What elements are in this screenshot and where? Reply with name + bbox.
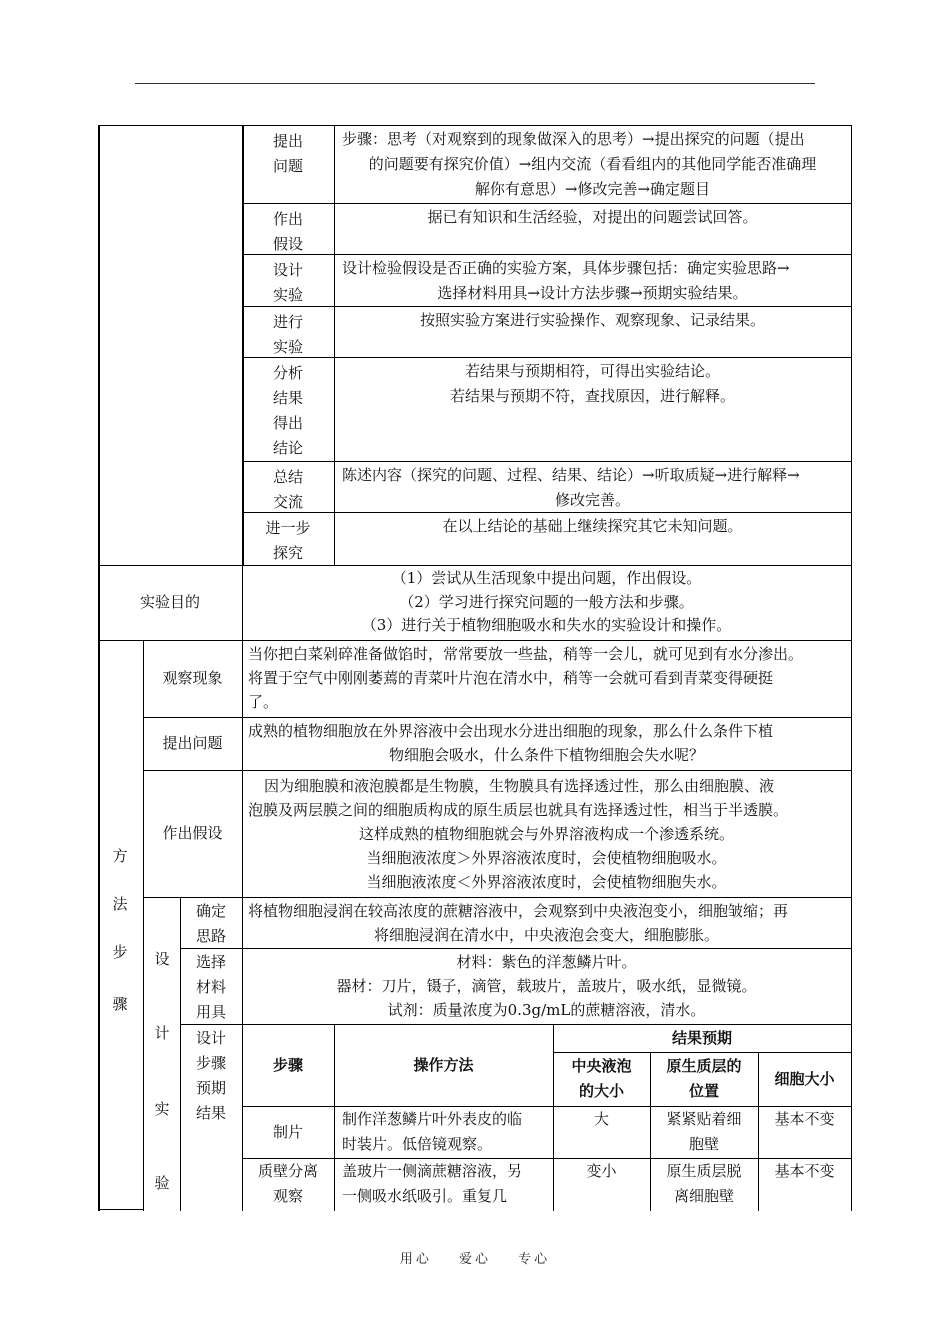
step-label-line: 分析 <box>272 364 303 382</box>
head-vacuole-line: 的大小 <box>578 1082 624 1100</box>
method-label-char: 步 <box>112 943 128 961</box>
head-layer-line: 位置 <box>688 1082 719 1100</box>
table-rule <box>242 1158 852 1159</box>
idea-content-line: 将植物细胞浸润在较高浓度的蔗糖溶液中，会观察到中央液泡变小，细胞皱缩；再 <box>248 902 789 920</box>
step-content <box>342 308 843 333</box>
proc-layer-line: 原生质层脱 <box>666 1162 742 1180</box>
observe-content <box>248 642 845 714</box>
proc-step <box>246 1120 330 1145</box>
materials-content-line: 器材：刀片，镊子，滴管，载玻片，盖玻片，吸水纸，显微镜。 <box>336 977 757 995</box>
purpose-bottom-rule <box>98 640 852 641</box>
proc-layer-line: 胞壁 <box>688 1135 719 1153</box>
step-label-line: 进一步 <box>265 519 311 537</box>
proc-size <box>762 1107 847 1132</box>
procedure-label-line: 设计 <box>195 1029 226 1047</box>
proc-method <box>342 1159 545 1209</box>
hypothesis-content <box>248 774 845 894</box>
step-label-line: 作出 <box>272 210 303 228</box>
design-label-char: 计 <box>154 1024 170 1042</box>
step-content-line: 选择材料用具→设计方法步骤→预期实验结果。 <box>437 284 748 302</box>
step-content <box>342 359 843 409</box>
idea-content-line: 将细胞浸润在清水中，中央液泡会变大，细胞膨胀。 <box>373 926 719 944</box>
observe-label-line: 观察现象 <box>162 669 223 687</box>
step-content-line: 若结果与预期不符，查找原因，进行解释。 <box>449 387 735 405</box>
purpose-content-line: （1）尝试从生活现象中提出问题，作出假设。 <box>391 569 702 587</box>
materials-content-line: 材料：紫色的洋葱鳞片叶。 <box>456 953 637 971</box>
proc-layer-line: 紧紧贴着细 <box>666 1110 742 1128</box>
proc-size-line: 基本不变 <box>774 1110 835 1128</box>
proc-layer <box>654 1159 754 1209</box>
step-content-line: 解你有意思）→修改完善→确定题目 <box>474 180 711 198</box>
table-rule <box>180 948 852 949</box>
proc-layer-line: 离细胞壁 <box>673 1187 734 1205</box>
table-rule <box>242 565 243 641</box>
hypothesis-content-line: 当细胞液浓度＜外界溶液浓度时，会使植物细胞失水。 <box>366 873 727 891</box>
table-rule <box>242 640 243 1211</box>
step-content-line: 据已有知识和生活经验，对提出的问题尝试回答。 <box>427 208 758 226</box>
table-right-border <box>851 125 852 1211</box>
table-rule <box>758 1052 759 1211</box>
hypothesis-content-line: 这样成熟的植物细胞就会与外界溶液构成一个渗透系统。 <box>358 825 734 843</box>
step-label-line: 提出 <box>272 132 303 150</box>
step-content <box>342 127 843 202</box>
head-method-line: 操作方法 <box>413 1055 474 1074</box>
hypothesis-label <box>147 821 238 846</box>
table-rule <box>334 125 335 566</box>
step-label <box>246 258 330 308</box>
table-rule <box>98 125 244 126</box>
table-rule <box>242 1106 852 1107</box>
hypothesis-content-line: 当细胞液浓度＞外界溶液浓度时，会使植物细胞吸水。 <box>366 849 727 867</box>
step-content-line: 步骤：思考（对观察到的现象做深入的思考）→提出探究的问题（提出 <box>342 130 805 148</box>
proc-size-line: 基本不变 <box>774 1162 835 1180</box>
question-label-line: 提出问题 <box>162 734 223 752</box>
step-label-border <box>242 125 244 566</box>
proc-method <box>342 1107 545 1157</box>
idea-label-line: 思路 <box>195 927 226 945</box>
step-label-line: 进行 <box>272 313 303 331</box>
step-content <box>342 256 843 306</box>
table-rule <box>553 1052 852 1053</box>
step-label-line: 问题 <box>272 157 303 175</box>
proc-step-line: 制片 <box>272 1123 303 1141</box>
step-label <box>246 465 330 515</box>
step-label <box>246 129 330 179</box>
design-label-char: 设 <box>154 950 170 968</box>
footer-word-3: 专心 <box>518 1252 551 1267</box>
step-label <box>246 207 330 257</box>
step-label <box>246 516 330 566</box>
purpose-content-line: （2）学习进行探究问题的一般方法和步骤。 <box>399 592 694 611</box>
step-content-line: 陈述内容（探究的问题、过程、结果、结论）→听取质疑→进行解释→ <box>342 466 800 484</box>
purpose-top-rule <box>98 565 852 566</box>
proc-step-line: 质壁分离 <box>257 1162 318 1180</box>
procedure-label <box>184 1026 238 1126</box>
step-content <box>342 463 843 513</box>
idea-label-line: 确定 <box>195 902 226 920</box>
purpose-content-line: （3）进行关于植物细胞吸水和失水的实验设计和操作。 <box>361 616 732 634</box>
question-label <box>147 731 238 756</box>
step-content-line: 设计检验假设是否正确的实验方案，具体步骤包括：确定实验思路→ <box>342 259 790 277</box>
step-content-line: 按照实验方案进行实验操作、观察现象、记录结果。 <box>419 311 765 329</box>
proc-vacuole <box>557 1159 646 1184</box>
proc-method-line: 时装片。低倍镜观察。 <box>342 1135 493 1153</box>
step-content-line: 若结果与预期相符，可得出实验结论。 <box>464 362 720 380</box>
head-size <box>762 1067 847 1092</box>
table-rule <box>143 770 852 771</box>
step-label-line: 探究 <box>272 544 303 562</box>
head-result-line: 结果预期 <box>671 1028 732 1047</box>
head-step-line: 步骤 <box>272 1055 303 1074</box>
step-content <box>342 514 843 539</box>
head-vacuole <box>557 1054 646 1104</box>
proc-vacuole <box>557 1107 646 1132</box>
step-label <box>246 310 330 360</box>
purpose-label-line: 实验目的 <box>139 593 200 611</box>
proc-step <box>246 1159 330 1209</box>
observe-content-line: 当你把白菜剁碎准备做馅时，常常要放一些盐，稍等一会儿，就可见到有水分渗出。 <box>248 645 804 663</box>
procedure-label-line: 步骤 <box>195 1054 226 1072</box>
step-label-line: 实验 <box>272 338 303 356</box>
proc-layer <box>654 1107 754 1157</box>
step-label-line: 实验 <box>272 286 303 304</box>
materials-content-line: 试剂：质量浓度为0.3g/mL的蔗糖溶液，清水。 <box>387 1001 706 1019</box>
hypothesis-content-line: 因为细胞膜和液泡膜都是生物膜，生物膜具有选择透过性，那么由细胞膜、液 <box>264 777 775 795</box>
design-label-char: 实 <box>154 1100 170 1118</box>
observe-label <box>147 666 238 691</box>
purpose-label <box>102 590 238 615</box>
step-label <box>246 361 330 461</box>
materials-label <box>184 950 238 1025</box>
table-rule <box>143 897 852 898</box>
head-step <box>246 1053 330 1078</box>
observe-content-line: 将置于空气中刚刚萎蔫的青菜叶片泡在清水中，稍等一会就可看到青菜变得硬挺 <box>248 669 774 687</box>
step-label-line: 假设 <box>272 235 303 253</box>
table-left-border <box>98 125 100 1211</box>
method-label-char: 法 <box>112 895 128 913</box>
materials-content <box>246 950 847 1022</box>
proc-size <box>762 1159 847 1184</box>
observe-content-line: 了。 <box>248 693 279 711</box>
procedure-label-line: 结果 <box>195 1104 226 1122</box>
design-inner-border <box>180 897 181 1211</box>
head-method <box>338 1053 549 1078</box>
method-inner-border <box>143 640 144 1211</box>
step-label-line: 交流 <box>272 493 303 511</box>
materials-label-line: 用具 <box>195 1003 226 1021</box>
page-footer <box>0 1248 950 1267</box>
head-result <box>557 1026 847 1051</box>
head-vacuole-line: 中央液泡 <box>571 1057 632 1075</box>
procedure-label-line: 预期 <box>195 1079 226 1097</box>
question-content <box>248 719 845 767</box>
proc-vacuole-line: 大 <box>593 1110 609 1128</box>
materials-label-line: 材料 <box>195 978 226 996</box>
question-content-line: 物细胞会吸水，什么条件下植物细胞会失水呢？ <box>388 746 704 764</box>
table-bottom-rule <box>98 1209 144 1210</box>
method-label-char: 方 <box>112 847 128 865</box>
hypothesis-label-line: 作出假设 <box>162 824 223 842</box>
idea-content <box>248 899 845 947</box>
design-label-char: 验 <box>154 1174 170 1192</box>
head-layer-line: 原生质层的 <box>666 1057 742 1075</box>
step-label-line: 结果 <box>272 389 303 407</box>
table-rule <box>143 717 852 718</box>
header-rule <box>135 83 815 84</box>
method-label-char: 骤 <box>112 995 128 1013</box>
step-label-line: 得出 <box>272 414 303 432</box>
head-size-line: 细胞大小 <box>774 1069 835 1088</box>
proc-method-line: 一侧吸水纸吸引。重复几 <box>342 1187 508 1205</box>
proc-step-line: 观察 <box>272 1187 303 1205</box>
step-content-line: 的问题要有探究价值）→组内交流（看看组内的其他同学能否准确理 <box>368 155 817 173</box>
hypothesis-content-line: 泡膜及两层膜之间的细胞质构成的原生质层也就具有选择透过性，相当于半透膜。 <box>248 801 789 819</box>
table-rule <box>334 1024 335 1211</box>
step-label-line: 设计 <box>272 261 303 279</box>
question-content-line: 成熟的植物细胞放在外界溶液中会出现水分进出细胞的现象，那么什么条件下植 <box>248 722 774 740</box>
step-content-line: 修改完善。 <box>554 491 630 509</box>
step-label-line: 结论 <box>272 439 303 457</box>
footer-word-1: 用心 <box>399 1252 432 1267</box>
idea-label <box>184 899 238 949</box>
step-content-line: 在以上结论的基础上继续探究其它未知问题。 <box>442 517 743 535</box>
proc-method-line: 制作洋葱鳞片叶外表皮的临 <box>342 1110 523 1128</box>
proc-vacuole-line: 变小 <box>586 1162 617 1180</box>
step-content <box>342 205 843 230</box>
purpose-content <box>246 567 847 638</box>
materials-label-line: 选择 <box>195 953 226 971</box>
head-layer <box>654 1054 754 1104</box>
table-rule <box>650 1052 651 1211</box>
step-label-line: 总结 <box>272 468 303 486</box>
proc-method-line: 盖玻片一侧滴蔗糖溶液，另 <box>342 1162 523 1180</box>
footer-word-2: 爱心 <box>458 1252 491 1267</box>
